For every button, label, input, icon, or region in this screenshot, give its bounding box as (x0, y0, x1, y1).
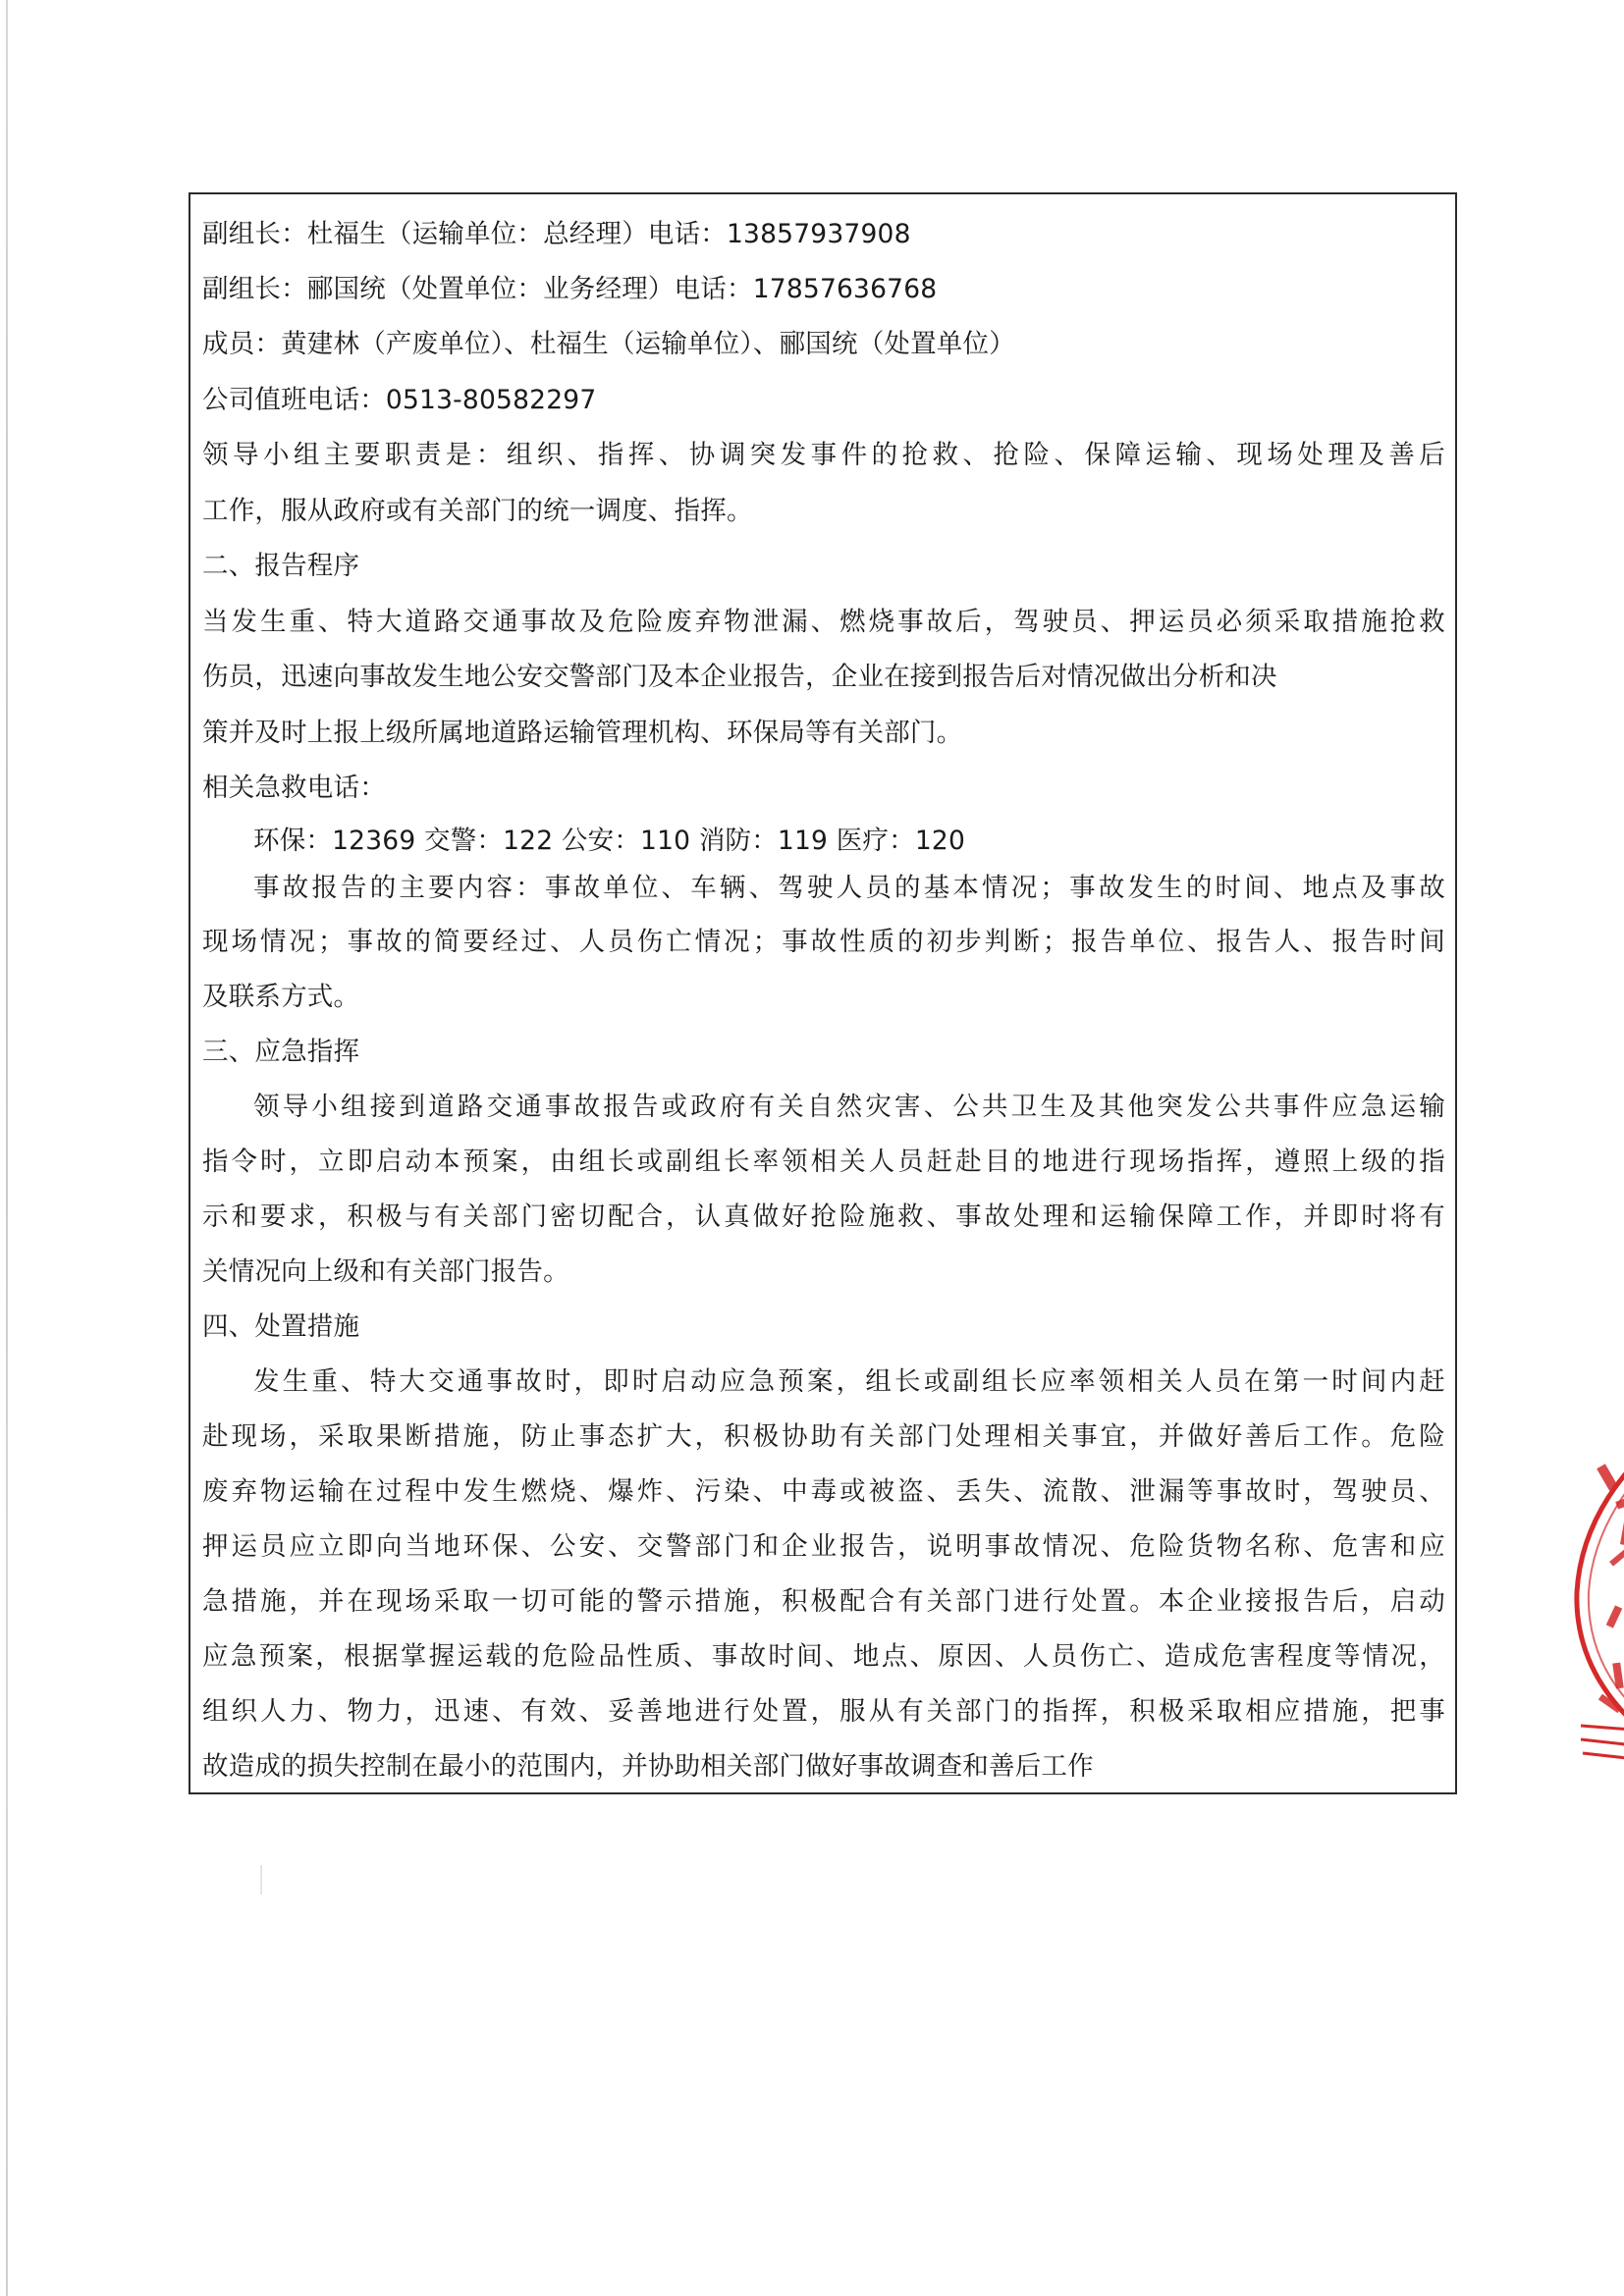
measures-line-6: 应急预案，根据掌握运载的危险品性质、事故时间、地点、原因、人员伤亡、造成危害程度等情况， (202, 1641, 1445, 1672)
report-line-1: 当发生重、特大道路交通事故及危险废弃物泄漏、燃烧事故后，驾驶员、押运员必须采取措施抢救 (202, 607, 1445, 637)
duties-line-1: 领导小组主要职责是：组织、指挥、协调突发事件的抢救、抢险、保障运输、现场处理及善后 (202, 440, 1445, 470)
measures-line-3: 废弃物运输在过程中发生燃烧、爆炸、污染、中毒或被盗、丢失、流散、泄漏等事故时，驾驶员、 (202, 1476, 1445, 1507)
deputy-leader-2: 副组长：郦国统（处置单位：业务经理）电话：17857636768 (202, 274, 938, 304)
duty-phone: 公司值班电话：0513-80582297 (202, 385, 597, 415)
command-line-2: 指令时，立即启动本预案，由组长或副组长率领相关人员赶赴目的地进行现场指挥，遵照上级的指 (202, 1147, 1445, 1177)
duties-line-2: 工作，服从政府或有关部门的统一调度、指挥。 (202, 496, 753, 526)
document-frame (189, 192, 1457, 1794)
measures-line-5: 急措施，并在现场采取一切可能的警示措施，积极配合有关部门进行处置。本企业接报告后，启动 (202, 1586, 1445, 1617)
command-line-1: 领导小组接到道路交通事故报告或政府有关自然灾害、公共卫生及其他突发公共事件应急运输 (253, 1092, 1445, 1122)
section-4-heading: 四、处置措施 (202, 1311, 360, 1342)
report-content-line-2: 现场情况；事故的简要经过、人员伤亡情况；事故性质的初步判断；报告单位、报告人、报告时间 (202, 927, 1445, 957)
deputy-leader-1: 副组长：杜福生（运输单位：总经理）电话：13857937908 (202, 219, 911, 249)
members: 成员：黄建林（产废单位）、杜福生（运输单位）、郦国统（处置单位） (202, 329, 1015, 359)
measures-line-2: 赴现场，采取果断措施，防止事态扩大，积极协助有关部门处理相关事宜，并做好善后工作。危险 (202, 1421, 1445, 1452)
section-2-heading: 二、报告程序 (202, 551, 360, 581)
scan-edge-shadow (6, 0, 8, 2296)
report-content-line-1: 事故报告的主要内容：事故单位、车辆、驾驶人员的基本情况；事故发生的时间、地点及事故 (253, 873, 1445, 903)
command-line-4: 关情况向上级和有关部门报告。 (202, 1256, 569, 1287)
report-line-3: 策并及时上报上级所属地道路运输管理机构、环保局等有关部门。 (202, 718, 963, 748)
report-content-line-3: 及联系方式。 (202, 982, 360, 1012)
section-3-heading: 三、应急指挥 (202, 1037, 360, 1067)
seal-bottom-lines (1581, 1726, 1624, 1759)
company-seal-stamp (1563, 1406, 1624, 1779)
measures-line-7: 组织人力、物力，迅速、有效、妥善地进行处置，服从有关部门的指挥，积极采取相应措施，把事 (202, 1696, 1445, 1727)
scan-artifact (260, 1865, 262, 1895)
emergency-phones-list: 环保：12369 交警：122 公安：110 消防：119 医疗：120 (253, 826, 966, 856)
command-line-3: 示和要求，积极与有关部门密切配合，认真做好抢险施救、事故处理和运输保障工作，并即时将有 (202, 1201, 1445, 1232)
measures-line-8: 故造成的损失控制在最小的范围内，并协助相关部门做好事故调查和善后工作 (202, 1751, 1094, 1782)
emergency-phones-label: 相关急救电话： (202, 773, 386, 803)
measures-line-4: 押运员应立即向当地环保、公安、交警部门和企业报告，说明事故情况、危险货物名称、危害和应 (202, 1531, 1445, 1562)
report-line-2: 伤员，迅速向事故发生地公安交警部门及本企业报告，企业在接到报告后对情况做出分析和决 (202, 662, 1277, 692)
measures-line-1: 发生重、特大交通事故时，即时启动应急预案，组长或副组长应率领相关人员在第一时间内赶 (253, 1366, 1445, 1397)
